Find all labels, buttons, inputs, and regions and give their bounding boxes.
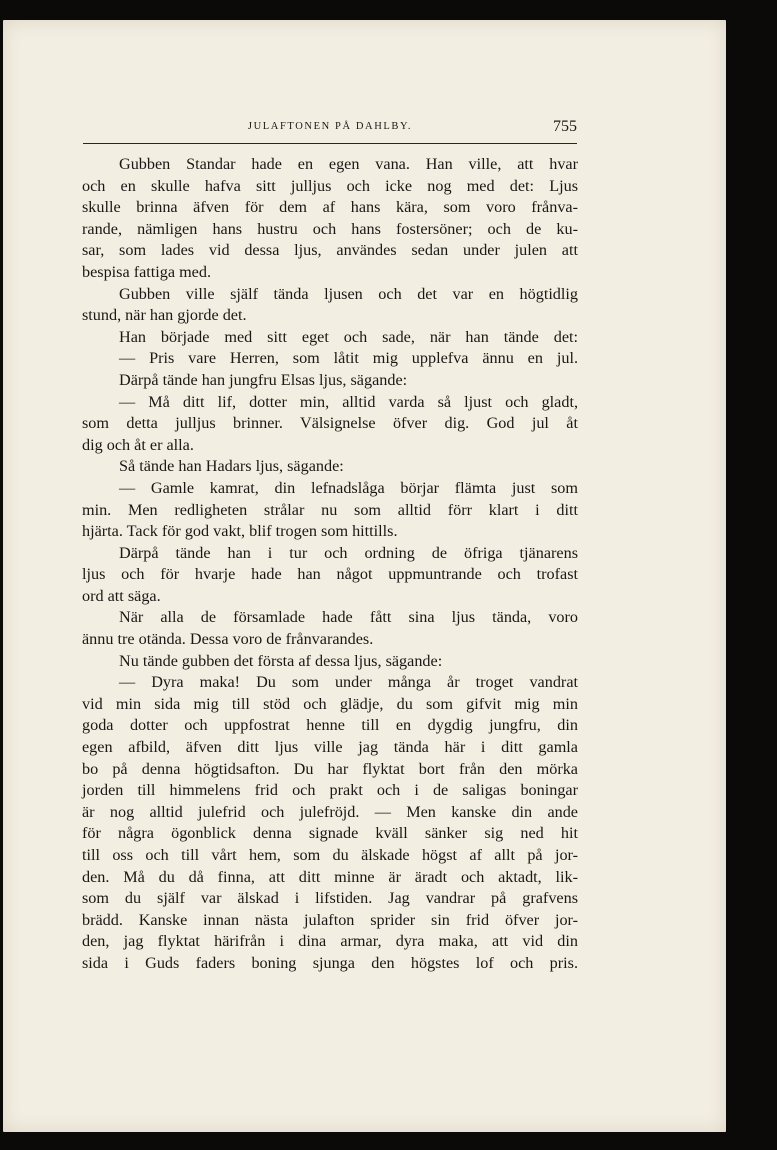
text-line: Därpå tände han i tur och ordning de öfriga tjänarens bbox=[119, 543, 578, 562]
text-line: vid min sida mig till stöd och glädje, du som gifvit mig min bbox=[82, 694, 578, 713]
text-line: hjärta. Tack för god vakt, blif trogen som hittills. bbox=[82, 522, 398, 541]
text-line: — Dyra maka! Du som under många år troget vandrat bbox=[119, 673, 578, 692]
body-text bbox=[82, 154, 578, 975]
header-rule bbox=[83, 143, 577, 144]
text-line: skulle brinna äfven för dem af hans kära, som voro frånva- bbox=[82, 198, 578, 217]
text-line: sida i Guds faders boning sjunga den högstes lof och pris. bbox=[82, 953, 578, 972]
text-line: Han började med sitt eget och sade, när han tände det: bbox=[119, 327, 578, 346]
text-line: är nog alltid julefrid och julefröjd. — Men kanske din ande bbox=[82, 802, 578, 821]
text-line: för några ögonblick denna signade kväll sänker sig ned hit bbox=[82, 824, 578, 843]
text-line: När alla de församlade hade fått sina ljus tända, voro bbox=[119, 608, 578, 627]
text-line: Så tände han Hadars ljus, sägande: bbox=[119, 457, 344, 476]
text-line: som du själf var älskad i lifstiden. Jag vandrar på grafvens bbox=[82, 889, 578, 908]
running-title: JULAFTONEN PÅ DAHLBY. bbox=[247, 121, 413, 132]
text-line: Därpå tände han jungfru Elsas ljus, sägande: bbox=[119, 370, 408, 389]
text-line: — Gamle kamrat, din lefnadslåga börjar flämta just som bbox=[119, 478, 578, 497]
text-line: den, jag flyktat härifrån i dina armar, dyra maka, att vid din bbox=[82, 932, 578, 951]
text-line: sar, som lades vid dessa ljus, användes sedan under julen att bbox=[82, 241, 578, 260]
running-head bbox=[83, 118, 577, 140]
text-line: — Må ditt lif, dotter min, alltid varda så ljust och gladt, bbox=[119, 392, 578, 411]
text-line: egen afbild, äfven ditt ljus ville jag tända här i ditt gamla bbox=[82, 738, 578, 757]
text-line: till oss och till vårt hem, som du älskade högst af allt på jor- bbox=[82, 846, 578, 864]
text-line: stund, när han gjorde det. bbox=[82, 306, 247, 325]
text-line: brädd. Kanske innan nästa julafton sprider sin frid öfver jor- bbox=[82, 910, 578, 929]
text-line: den. Må du då finna, att ditt minne är äradt och aktadt, lik- bbox=[82, 867, 578, 886]
text-line: bo på denna högtidsafton. Du har flyktat bort från den mörka bbox=[82, 759, 578, 778]
text-line: Gubben ville själf tända ljusen och det var en högtidlig bbox=[119, 284, 578, 303]
text-line: bespisa fattiga med. bbox=[82, 262, 212, 281]
text-line: och en skulle hafva sitt julljus och icke nog med det: Ljus bbox=[82, 176, 578, 195]
text-line: ord att säga. bbox=[82, 586, 161, 605]
text-line: — Pris vare Herren, som låtit mig upplefva ännu en jul. bbox=[119, 349, 578, 368]
text-line: goda dotter och uppfostrat henne till en dygdig jungfru, din bbox=[82, 716, 578, 735]
text-line: som detta julljus brinner. Välsignelse öfver dig. God jul åt bbox=[82, 414, 578, 433]
text-line: min. Men redligheten strålar nu som alltid förr klart i ditt bbox=[82, 500, 578, 519]
text-line: jorden till himmelens frid och prakt och i de saligas boningar bbox=[82, 781, 578, 800]
text-line: ännu tre otända. Dessa voro de frånvarandes. bbox=[82, 630, 374, 649]
text-line: Gubben Standar hade en egen vana. Han ville, att hvar bbox=[119, 155, 578, 173]
text-line: ljus och för hvarje hade han något uppmuntrande och trofast bbox=[82, 565, 578, 584]
text-line: rande, nämligen hans hustru och hans fostersöner; och de ku- bbox=[82, 219, 578, 238]
text-line: Nu tände gubben det första af dessa ljus, sägande: bbox=[119, 651, 443, 670]
page-number: 755 bbox=[553, 118, 577, 135]
text-line: dig och åt er alla. bbox=[82, 435, 194, 454]
